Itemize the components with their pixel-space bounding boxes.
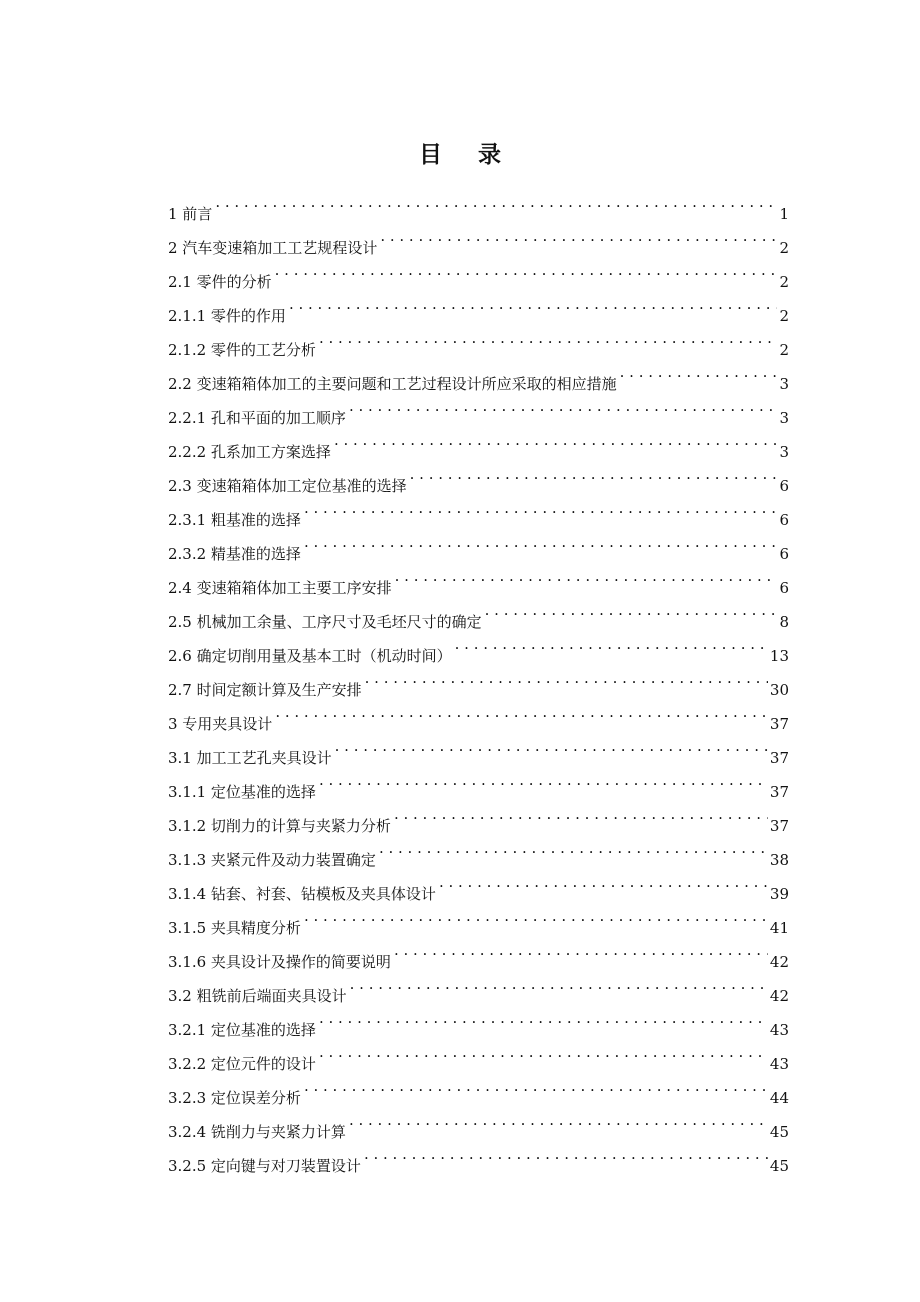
- toc-entry[interactable]: [168, 185, 789, 223]
- toc-entry-label: 2.2.2 孔系加工方案选择: [168, 443, 331, 461]
- toc-entry-label: 3.2.1 定位基准的选择: [168, 1021, 316, 1039]
- toc-entry-label: 3.2 粗铣前后端面夹具设计: [168, 987, 347, 1005]
- dot-leader: [394, 797, 768, 831]
- dot-leader: [289, 287, 778, 321]
- toc-entry-page-number: 3: [779, 443, 789, 461]
- toc-entry-page-number: 42: [769, 987, 789, 1005]
- toc-entry-page-number: 43: [769, 1055, 789, 1073]
- toc-entry-label: 2.2 变速箱箱体加工的主要问题和工艺过程设计所应采取的相应措施: [168, 375, 617, 393]
- dot-leader: [319, 763, 768, 797]
- toc-entry-page-number: 8: [779, 613, 789, 631]
- dot-leader: [335, 729, 768, 763]
- dot-leader: [455, 627, 768, 661]
- page-title: 目 录: [418, 142, 515, 168]
- dot-leader: [334, 423, 778, 457]
- toc-entry-page-number: 13: [769, 647, 789, 665]
- toc-entry-label: 3.1.2 切削力的计算与夹紧力分析: [168, 817, 391, 835]
- toc-entry-page-number: 38: [769, 851, 789, 869]
- dot-leader: [365, 661, 768, 695]
- dot-leader: [275, 253, 778, 287]
- dot-leader: [394, 933, 768, 967]
- dot-leader: [275, 695, 768, 729]
- toc-entry-label: 2 汽车变速箱加工工艺规程设计: [168, 239, 378, 257]
- toc-entry-page-number: 45: [769, 1157, 789, 1175]
- toc-entry-page-number: 2: [779, 239, 789, 257]
- dot-leader: [304, 899, 768, 933]
- toc-entry-page-number: 37: [769, 817, 789, 835]
- toc-entry-page-number: 37: [769, 749, 789, 767]
- toc-entry-page-number: 42: [769, 953, 789, 971]
- dot-leader: [439, 865, 768, 899]
- toc-entry-label: 3.1 加工工艺孔夹具设计: [168, 749, 332, 767]
- toc-entry-page-number: 1: [779, 205, 789, 223]
- toc-entry-page-number: 6: [779, 545, 789, 563]
- toc-entry-page-number: 44: [769, 1089, 789, 1107]
- toc-entry-label: 1 前言: [168, 205, 213, 223]
- toc-entry-label: 2.1.2 零件的工艺分析: [168, 341, 316, 359]
- toc-entry-page-number: 45: [769, 1123, 789, 1141]
- toc-entry-page-number: 6: [779, 579, 789, 597]
- toc-entry-page-number: 2: [779, 273, 789, 291]
- dot-leader: [304, 1069, 768, 1103]
- toc-entry-label: 3.2.3 定位误差分析: [168, 1089, 301, 1107]
- toc-entry[interactable]: [168, 219, 789, 257]
- toc-entry-label: 2.2.1 孔和平面的加工顺序: [168, 409, 346, 427]
- toc-entry-label: 2.3.1 粗基准的选择: [168, 511, 301, 529]
- dot-leader: [395, 559, 778, 593]
- dot-leader: [380, 219, 777, 253]
- dot-leader: [349, 1103, 768, 1137]
- toc-entry-page-number: 37: [769, 783, 789, 801]
- toc-entry-label: 2.6 确定切削用量及基本工时（机动时间）: [168, 647, 452, 665]
- dot-leader: [319, 1035, 768, 1069]
- dot-leader: [319, 1001, 768, 1035]
- toc-entry-label: 3 专用夹具设计: [168, 715, 273, 733]
- toc-entry-label: 2.1 零件的分析: [168, 273, 272, 291]
- dot-leader: [485, 593, 778, 627]
- toc-entry-label: 2.1.1 零件的作用: [168, 307, 286, 325]
- toc-entry-page-number: 6: [779, 477, 789, 495]
- toc-entry-label: 2.3 变速箱箱体加工定位基准的选择: [168, 477, 407, 495]
- toc-entry-label: 3.1.4 钻套、衬套、钻模板及夹具体设计: [168, 885, 436, 903]
- dot-leader: [350, 967, 768, 1001]
- toc-entry-page-number: 41: [769, 919, 789, 937]
- dot-leader: [215, 185, 777, 219]
- toc-entry-label: 2.5 机械加工余量、工序尺寸及毛坯尺寸的确定: [168, 613, 482, 631]
- toc-entry-label: 2.3.2 精基准的选择: [168, 545, 301, 563]
- toc-entry-page-number: 37: [769, 715, 789, 733]
- toc-entry-page-number: 30: [769, 681, 789, 699]
- toc-entry-page-number: 2: [779, 341, 789, 359]
- toc-entry-label: 2.4 变速箱箱体加工主要工序安排: [168, 579, 392, 597]
- toc-entry-label: 3.1.3 夹紧元件及动力装置确定: [168, 851, 376, 869]
- dot-leader: [410, 457, 778, 491]
- toc-entry-label: 3.1.5 夹具精度分析: [168, 919, 301, 937]
- toc-entry-label: 3.2.4 铣削力与夹紧力计算: [168, 1123, 346, 1141]
- toc-entry-label: 2.7 时间定额计算及生产安排: [168, 681, 362, 699]
- toc-entry-page-number: 43: [769, 1021, 789, 1039]
- dot-leader: [349, 389, 778, 423]
- dot-leader: [319, 321, 778, 355]
- toc-entry-label: 3.2.5 定向键与对刀装置设计: [168, 1157, 361, 1175]
- dot-leader: [304, 525, 778, 559]
- toc-entry-page-number: 6: [779, 511, 789, 529]
- toc-entry-page-number: 2: [779, 307, 789, 325]
- toc-entry-page-number: 3: [779, 375, 789, 393]
- toc-entry-label: 3.2.2 定位元件的设计: [168, 1055, 316, 1073]
- dot-leader: [304, 491, 778, 525]
- dot-leader: [620, 355, 778, 389]
- dot-leader: [379, 831, 768, 865]
- toc-entry-label: 3.1.1 定位基准的选择: [168, 783, 316, 801]
- table-of-contents: [168, 185, 789, 1175]
- toc-entry-label: 3.1.6 夹具设计及操作的简要说明: [168, 953, 391, 971]
- dot-leader: [364, 1137, 768, 1171]
- toc-entry-page-number: 3: [779, 409, 789, 427]
- toc-entry-page-number: 39: [769, 885, 789, 903]
